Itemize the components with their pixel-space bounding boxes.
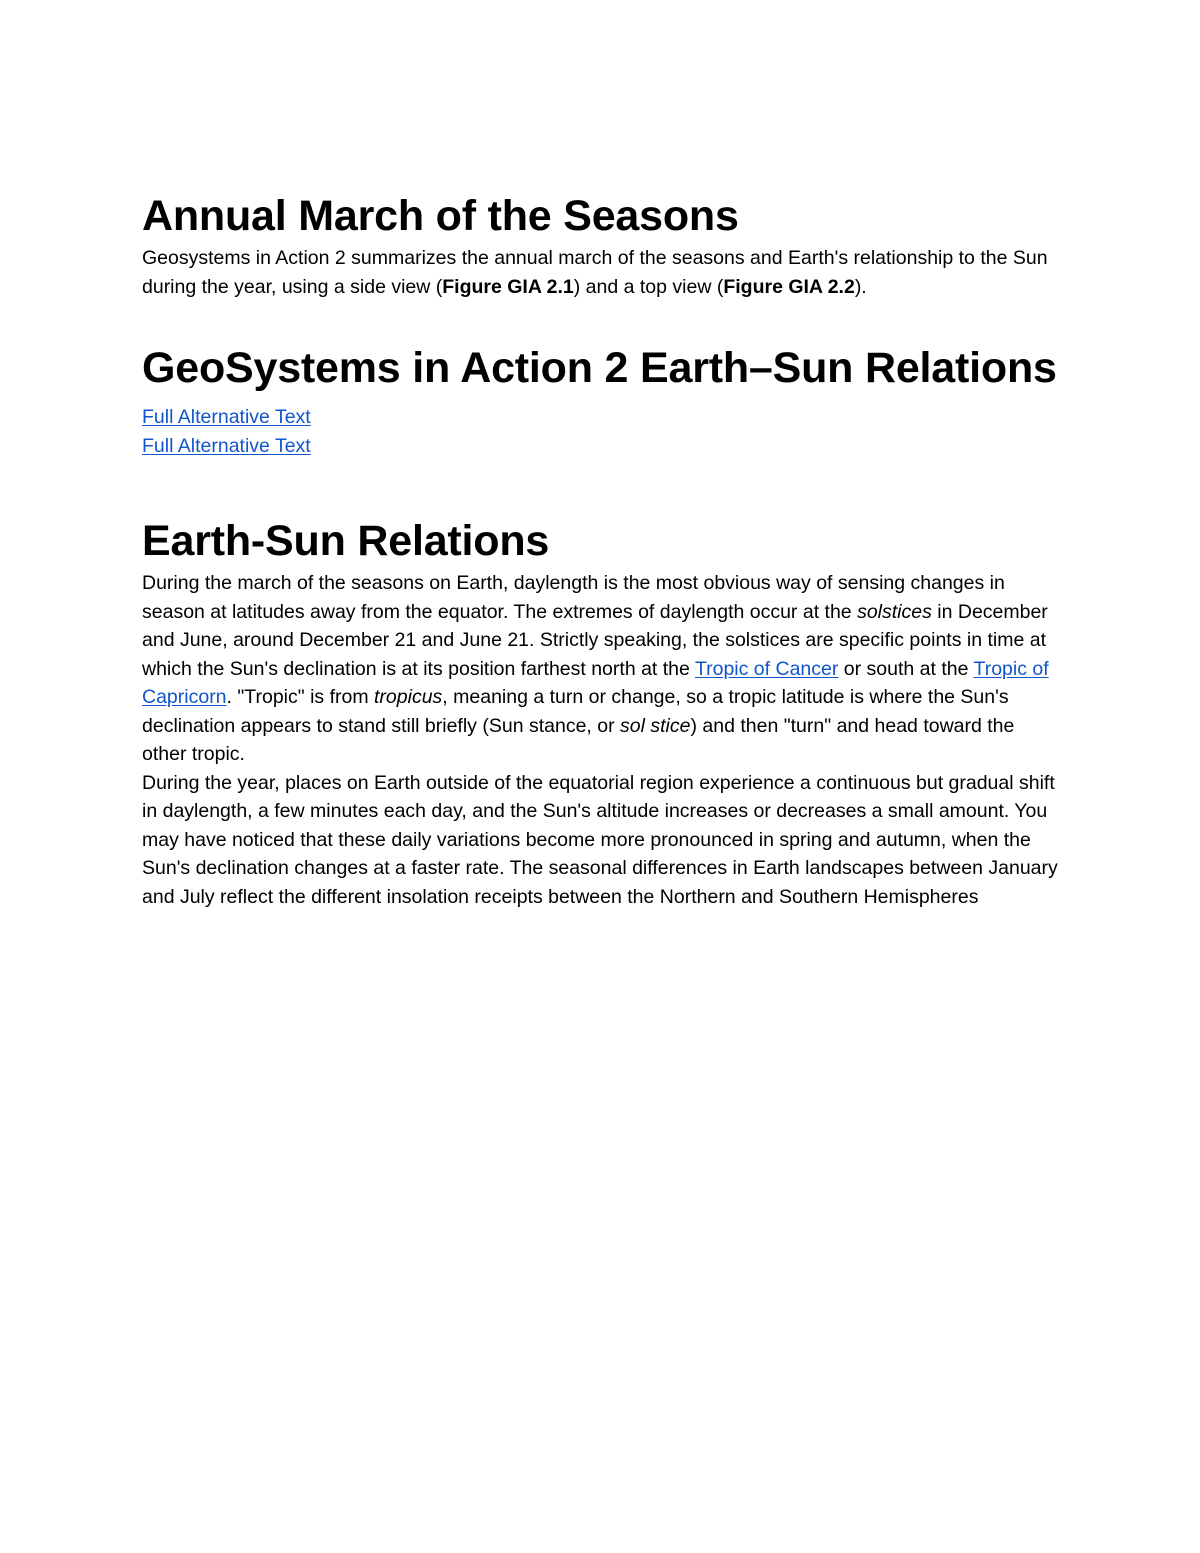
heading-annual-march: Annual March of the Seasons: [142, 192, 739, 240]
term-solstices: solstices: [857, 600, 932, 623]
seasonal-shift-paragraph: During the year, places on Earth outside of the equatorial region experience a continuous but gradual shift in daylength, a few minutes each day, and the Sun's altitude increases or decreases a small amount. You may have noticed that these daily variations become more pronounced in spring and autumn, when the Sun's declination changes at a faster rate. The seasonal differences in Earth landscapes between January and July reflect the different insolation receipts between the Northern and Southern Hemispheres: [142, 771, 1058, 908]
daylength-text-6: ) and then "turn" and head toward the other tropic.: [142, 714, 1015, 765]
daylength-text-4: . "Tropic" is from: [226, 686, 375, 708]
heading-earth-sun-relations: Earth-Sun Relations: [142, 517, 550, 565]
intro-text-3: ).: [854, 275, 867, 298]
daylength-text-5: , meaning a turn or change, so a tropic latitude is where the Sun's declination appears to stand still briefly (Sun stance, or: [142, 686, 1009, 737]
daylength-text-2: in December and June, around December 21 and June 21. Strictly speaking, the solstices are specific points in time at which the Sun's declination is at its position farthest north at the: [142, 600, 1048, 680]
tropic-of-cancer-link[interactable]: Tropic of Cancer: [694, 657, 839, 680]
daylength-text-1: During the march of the seasons on Earth, daylength is the most obvious way of sensing changes in season at latitudes away from the equator. The extremes of daylength occur at the: [142, 572, 1005, 623]
term-tropicus: tropicus: [374, 686, 443, 708]
full-alt-text-link-2[interactable]: Full Alternative Text: [142, 434, 311, 457]
term-sol-stice: sol stice: [620, 714, 691, 737]
full-alt-text-link-1[interactable]: Full Alternative Text: [142, 406, 311, 428]
figure-ref-gia-2-1: Figure GIA 2.1: [442, 275, 574, 298]
intro-paragraph: [142, 244, 1062, 301]
figure-ref-gia-2-2: Figure GIA 2.2: [723, 275, 855, 298]
alt-text-links: [142, 403, 1062, 460]
daylength-paragraph: [142, 569, 1062, 769]
intro-text-1: Geosystems in Action 2 summarizes the annual march of the seasons and Earth's relationship to the Sun during the year, using a side view (: [142, 247, 1048, 298]
daylength-text-3: or south at the: [838, 657, 974, 680]
tropic-of-capricorn-link[interactable]: Tropic of Capricorn: [142, 657, 1049, 708]
heading-geosystems-in-action: GeoSystems in Action 2 Earth–Sun Relations: [142, 344, 1057, 392]
document-page: [142, 188, 1062, 911]
intro-text-2: ) and a top view (: [573, 275, 724, 298]
